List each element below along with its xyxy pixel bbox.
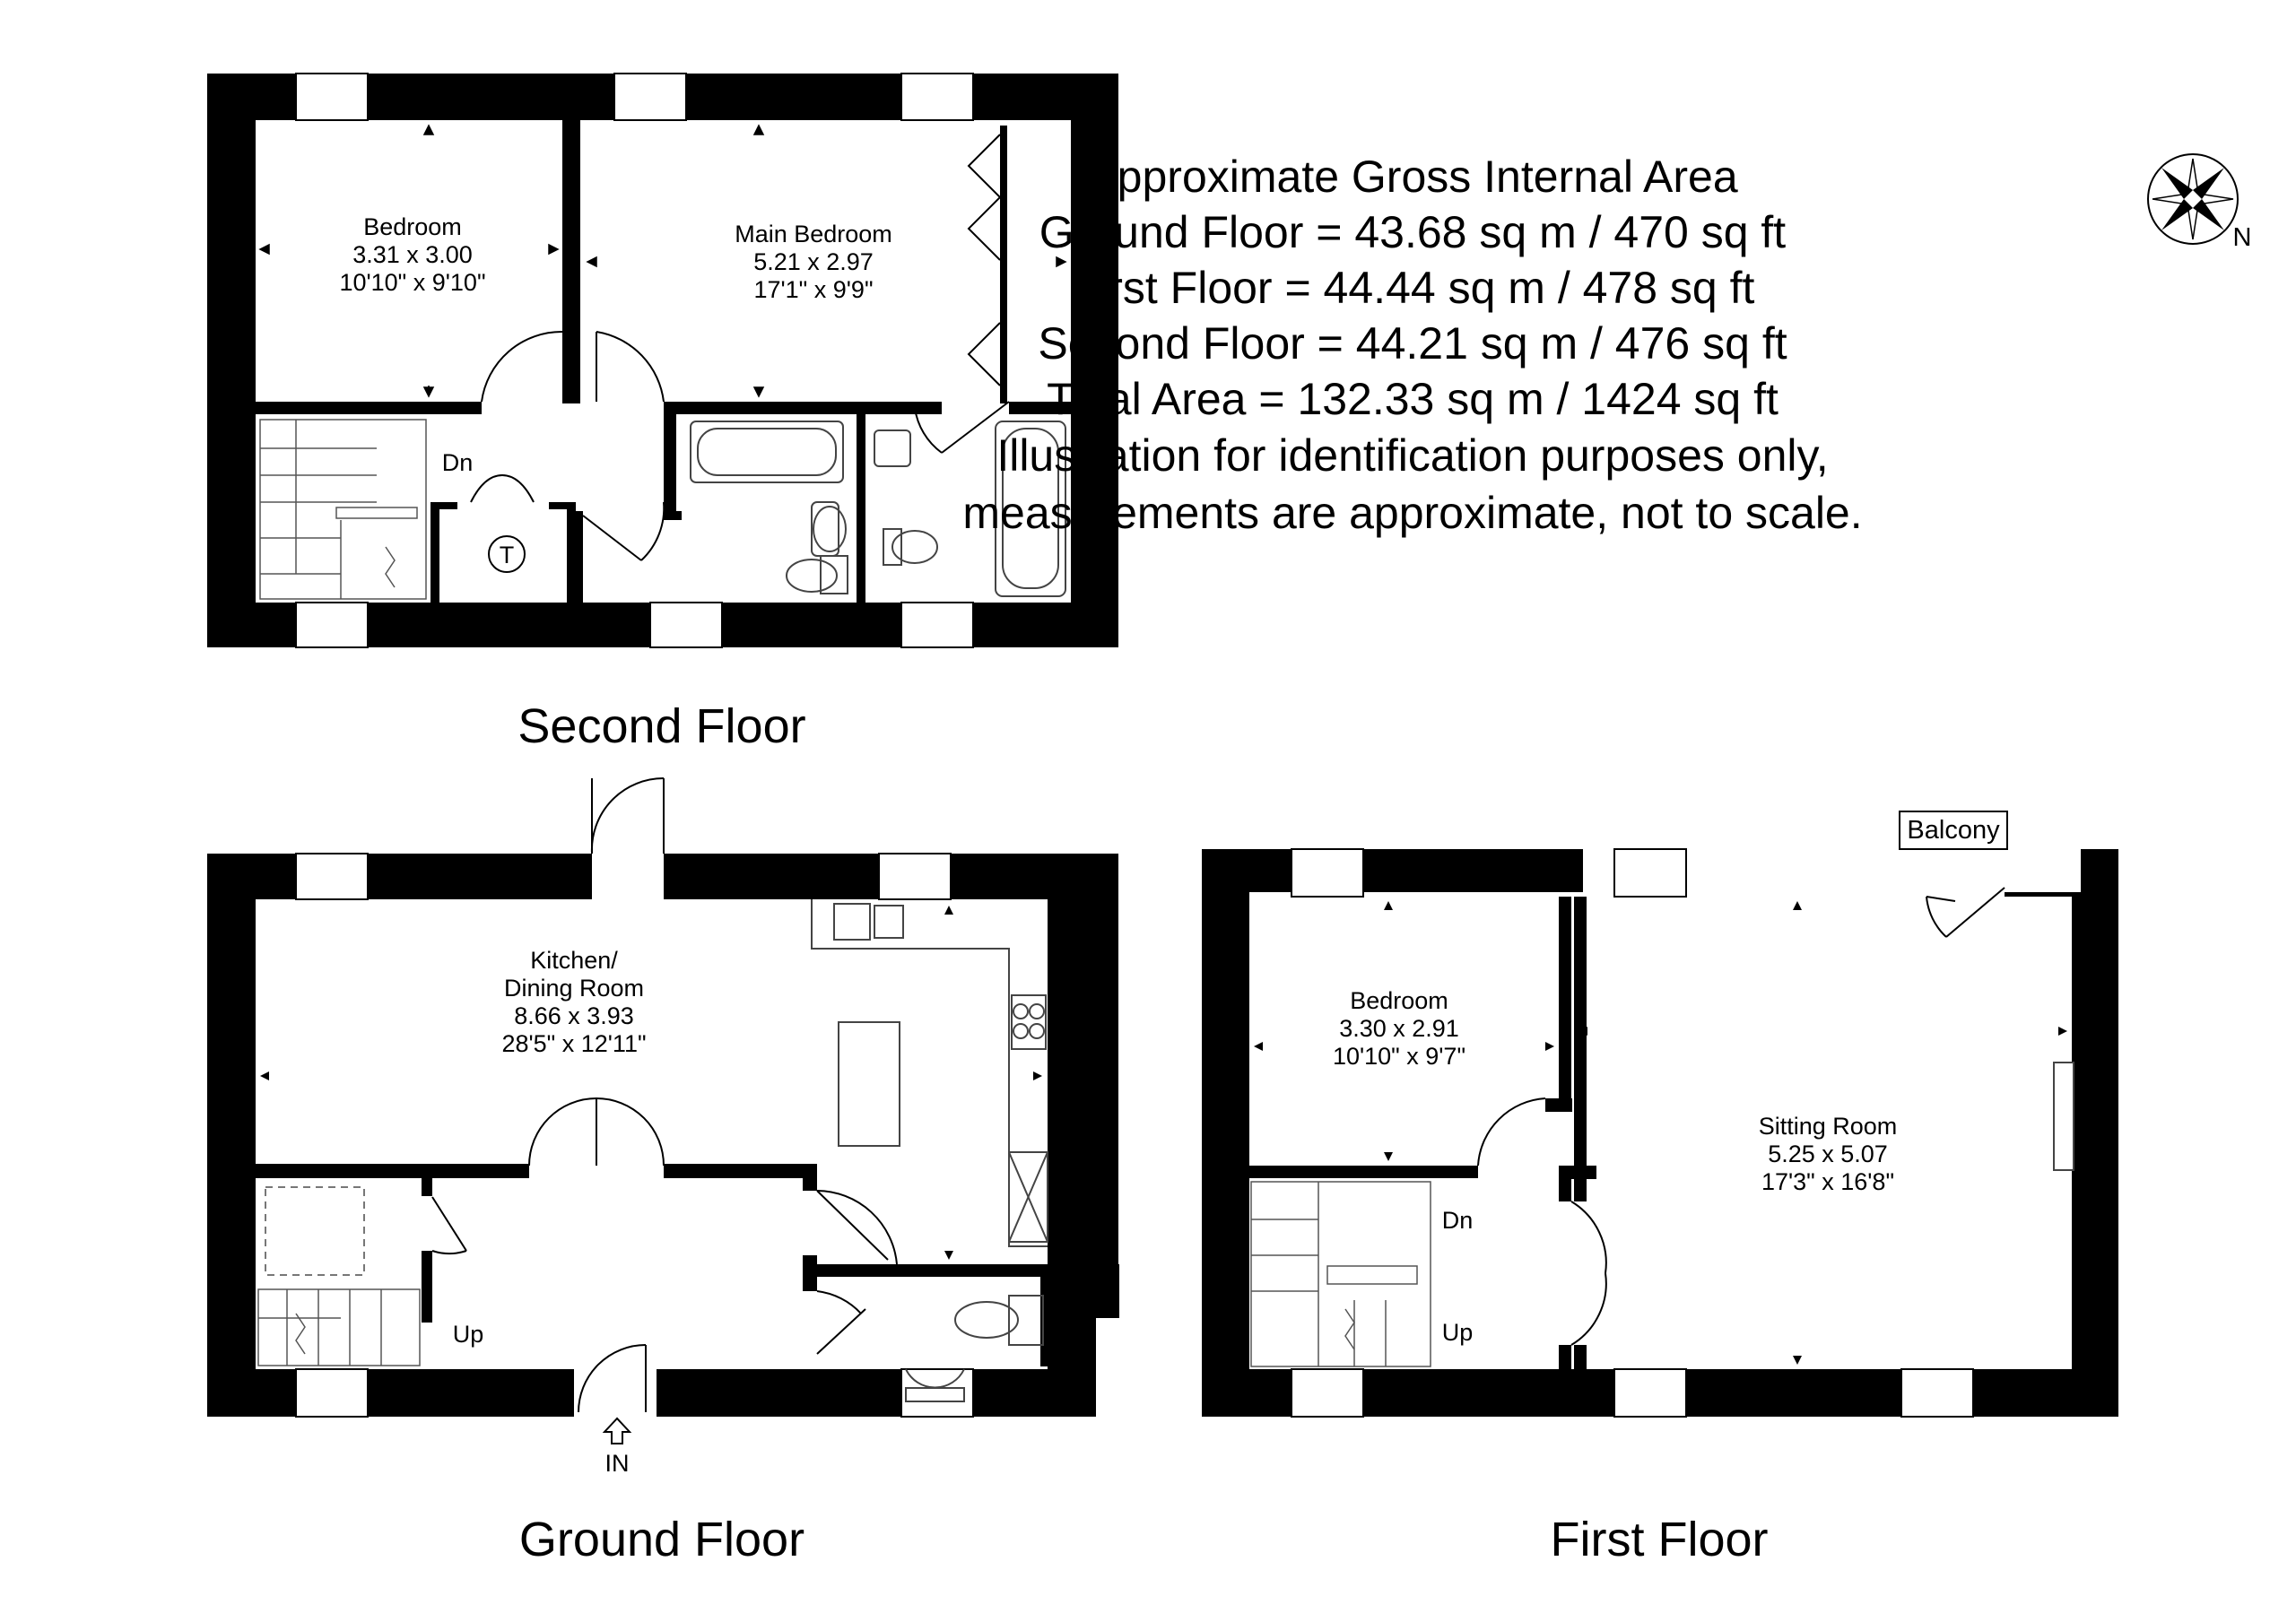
first-floor-doors: [1478, 888, 2005, 1345]
disclaimer-line-1: Illustration for identification purposes only,: [996, 430, 1829, 481]
kitchen-metric: 8.66 x 3.93: [514, 1002, 634, 1029]
second-floor-area: Second Floor = 44.21 sq m / 476 sq ft: [1038, 318, 1787, 369]
compass-north-label: N: [2232, 223, 2252, 252]
ground-floor-stairs-label: Up: [452, 1321, 484, 1348]
first-floor-stairs-up-label: Up: [1441, 1319, 1474, 1346]
ground-floor-windows: [296, 854, 973, 1417]
main-bedroom-metric: 5.21 x 2.97: [753, 248, 874, 275]
sitting-room-metric: 5.25 x 5.07: [1768, 1141, 1888, 1167]
first-floor-stairs-down-label: Dn: [1441, 1207, 1474, 1234]
first-floor-area: First Floor = 44.44 sq m / 478 sq ft: [1070, 263, 1755, 313]
ground-floor-internal-walls: [256, 1164, 1049, 1366]
second-bedroom-name: Bedroom: [363, 213, 462, 240]
area-summary: [753, 149, 2072, 542]
ground-floor-plan: [207, 778, 1119, 1444]
second-bedroom-metric: 3.31 x 3.00: [352, 241, 473, 268]
second-floor-title: Second Floor: [517, 699, 806, 753]
first-bedroom-metric: 3.30 x 2.91: [1339, 1015, 1459, 1042]
sitting-room-name: Sitting Room: [1758, 1113, 1898, 1140]
first-floor-stairs: [1251, 1182, 1431, 1366]
ground-floor-area: Ground Floor = 43.68 sq m / 470 sq ft: [1039, 207, 1787, 257]
kitchen-name-line2: Dining Room: [503, 975, 645, 1002]
tank-label: T: [499, 542, 515, 568]
entrance-label: IN: [604, 1450, 630, 1477]
ground-floor-outer-walls: [207, 854, 1118, 1417]
second-floor-stairs: [260, 420, 426, 599]
balcony-label: Balcony: [1907, 816, 2000, 845]
disclaimer-line-2: measurements are approximate, not to scale.: [962, 488, 1863, 538]
second-floor-stairs-label: Dn: [441, 449, 474, 476]
second-bedroom-imperial: 10'10" x 9'10": [339, 269, 486, 296]
compass-rose-icon: [2148, 154, 2238, 244]
ground-floor-title: Ground Floor: [518, 1513, 805, 1566]
first-floor-internal-walls: [1249, 897, 1596, 1369]
kitchen-imperial: 28'5" x 12'11": [501, 1030, 647, 1057]
sitting-room-imperial: 17'3" x 16'8": [1761, 1168, 1895, 1195]
first-floor-title: First Floor: [1550, 1513, 1769, 1566]
understairs-cupboard: [265, 1187, 364, 1275]
fireplace: [2054, 1063, 2074, 1170]
ground-floor-stairs: [258, 1289, 420, 1366]
first-floor-dimension-arrows: [1254, 901, 2067, 1365]
first-floor-outer-walls: [1202, 849, 2118, 1417]
main-bedroom-imperial: 17'1" x 9'9": [753, 276, 874, 303]
first-bedroom-imperial: 10'10" x 9'7": [1332, 1043, 1466, 1070]
entrance-arrow-icon: [604, 1418, 630, 1444]
total-area: Total Area = 132.33 sq m / 1424 sq ft: [1047, 374, 1779, 424]
main-bedroom-name: Main Bedroom: [735, 221, 892, 247]
kitchen-name-line1: Kitchen/: [530, 947, 618, 974]
first-floor-plan: [1202, 811, 2118, 1417]
kitchen-fixtures: [812, 899, 1048, 1246]
first-bedroom-name: Bedroom: [1350, 987, 1448, 1014]
area-heading: Approximate Gross Internal Area: [1087, 152, 1738, 202]
ground-floor-dimension-arrows: [260, 906, 1042, 1260]
